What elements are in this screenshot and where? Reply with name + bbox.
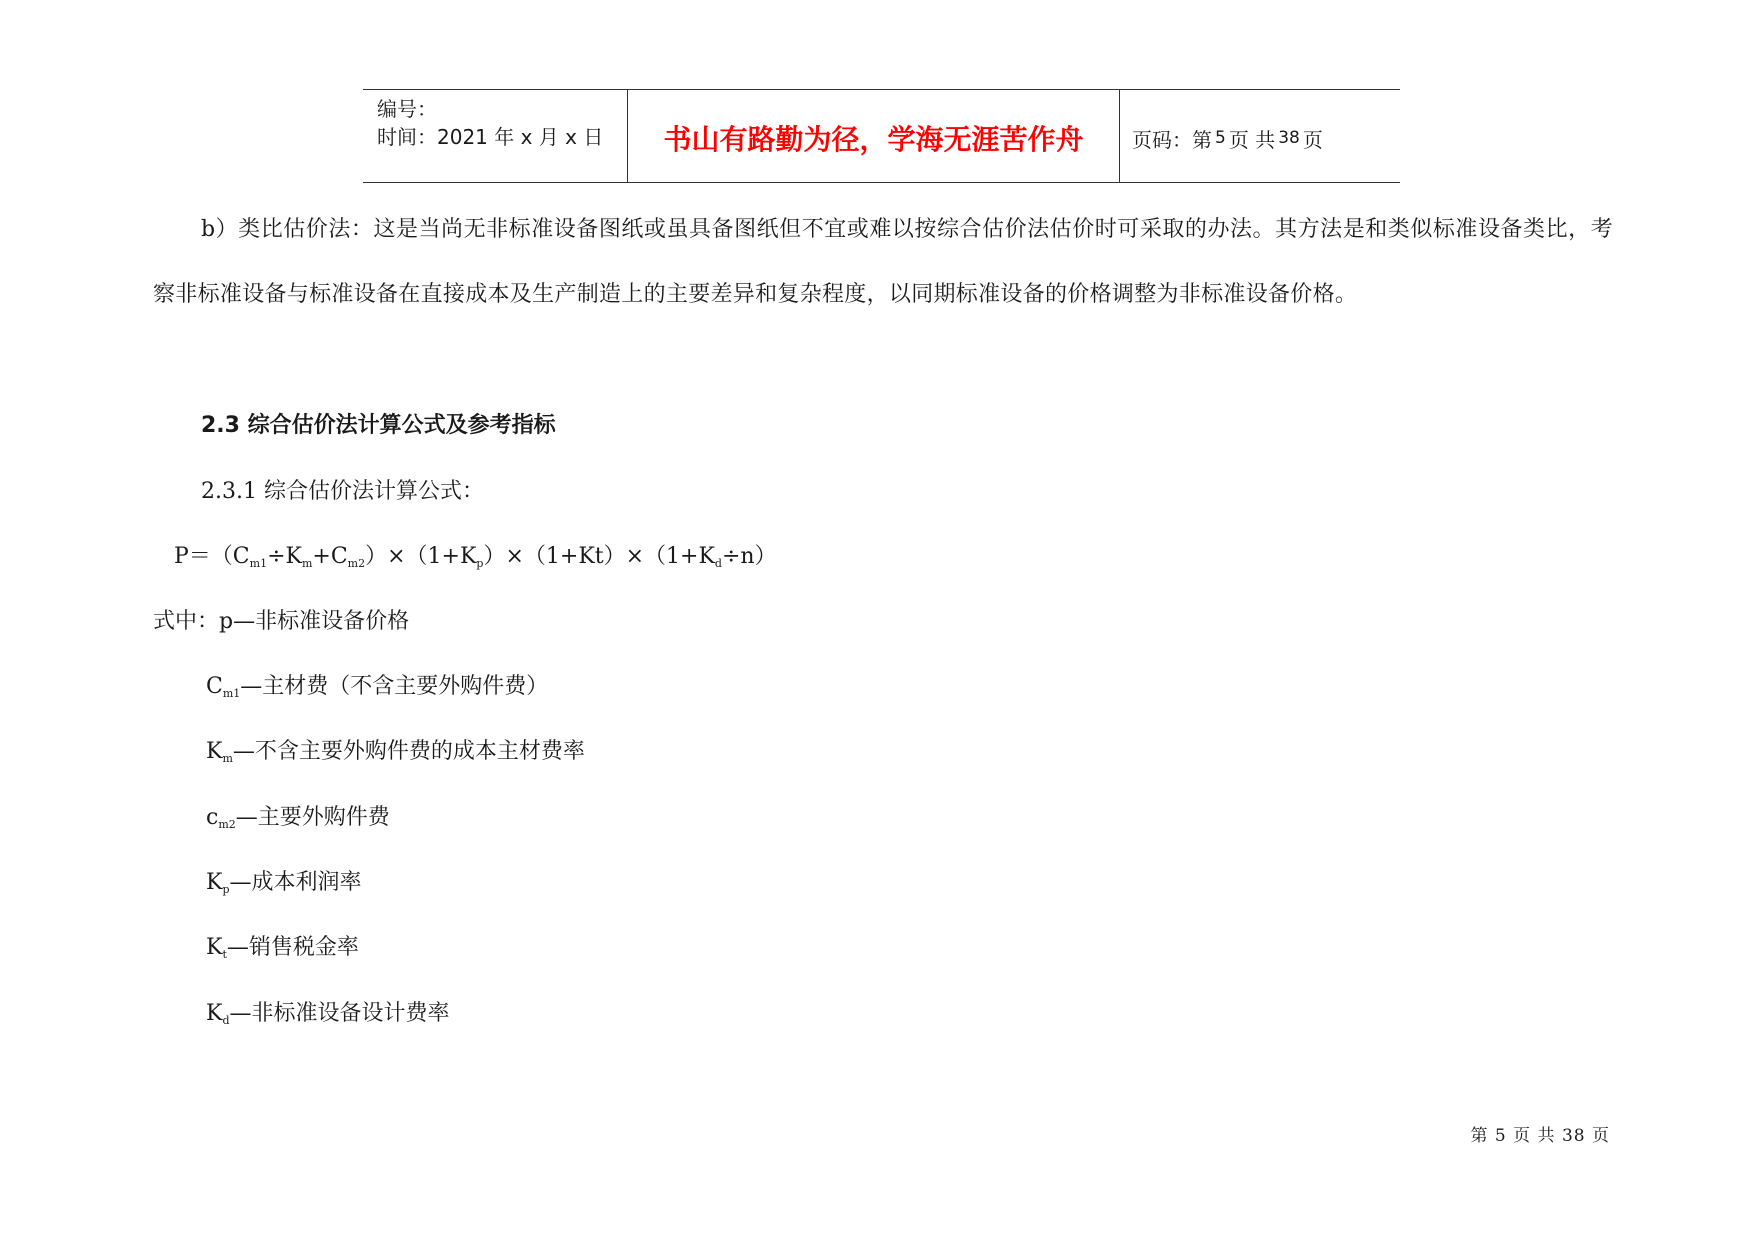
definition-subscript: m <box>222 752 233 765</box>
header-motto: 书山有路勤为径，学海无涯苦作舟 <box>628 90 1120 182</box>
header-page-mid: 页 共 <box>1228 127 1276 152</box>
header-page-prefix: 页码：第 <box>1132 127 1212 152</box>
definition-symbol: K <box>206 1001 223 1026</box>
definition-subscript: m2 <box>218 818 236 831</box>
header-number-label: 编号： <box>377 97 437 121</box>
definition-subscript: p <box>222 883 230 896</box>
definition-item <box>206 865 362 896</box>
definition-text: —非标准设备设计费率 <box>229 1001 450 1026</box>
definition-symbol: K <box>206 870 223 895</box>
definition-item <box>206 930 359 961</box>
subsection-title: 2.3.1 综合估价法计算公式： <box>201 479 484 504</box>
where-label: 式中：p—非标准设备价格 <box>153 609 410 634</box>
definition-text: —主要外购件费 <box>235 805 390 830</box>
definition-item <box>206 800 390 831</box>
formula-subscript: m1 <box>249 557 268 570</box>
page-footer: 第 5 页 共 38 页 <box>1470 1126 1610 1146</box>
definition-subscript: d <box>222 1014 230 1027</box>
section-title: 2.3 综合估价法计算公式及参考指标 <box>201 413 556 438</box>
definition-item <box>206 996 450 1027</box>
definition-text: —销售税金率 <box>226 935 359 960</box>
definition-item <box>206 669 548 700</box>
header-page-total: 38 <box>1278 128 1300 148</box>
formula-subscript: d <box>714 557 722 570</box>
paragraph-text: b）类比估价法：这是当尚无非标准设备图纸或虽具备图纸但不宜或难以按综合估价法估价时可采取的办法。其方法是和类似标准设备类比，考察非标准设备与标准设备在直接成本及生产制造上的主要差异和复杂程度，以同期标准设备的价格调整为非标准设备价格。 <box>153 217 1613 307</box>
header-page-info <box>1120 90 1400 182</box>
definition-subscript: t <box>222 948 227 961</box>
header-date: 时间：2021 年 x 月 x 日 <box>377 125 604 149</box>
formula <box>174 539 777 570</box>
page-header <box>363 89 1400 183</box>
formula-part: ÷K <box>267 544 302 569</box>
definition-text: —不含主要外购件费的成本主材费率 <box>232 739 585 764</box>
definition-symbol: K <box>206 739 223 764</box>
definition-symbol: c <box>206 805 219 830</box>
definition-text: —成本利润率 <box>229 870 362 895</box>
formula-part: +C <box>312 544 348 569</box>
formula-part: ÷n） <box>721 544 777 569</box>
header-meta <box>363 90 628 182</box>
formula-part: P＝（C <box>174 544 250 569</box>
definition-text: —主材费（不含主要外购件费） <box>240 674 549 699</box>
formula-part: ）×（1+Kt）×（1+K <box>483 544 715 569</box>
definition-item <box>206 734 585 765</box>
header-page-number: 5 <box>1215 128 1226 148</box>
formula-subscript: m <box>301 557 313 570</box>
formula-subscript: m2 <box>347 557 366 570</box>
paragraph-analogy-method <box>153 197 1613 327</box>
definition-symbol: K <box>206 935 223 960</box>
definition-symbol: C <box>206 674 223 699</box>
formula-subscript: p <box>476 557 484 570</box>
header-page-suffix: 页 <box>1302 127 1323 152</box>
definition-subscript: m1 <box>222 687 241 700</box>
formula-part: ）×（1+K <box>365 544 477 569</box>
